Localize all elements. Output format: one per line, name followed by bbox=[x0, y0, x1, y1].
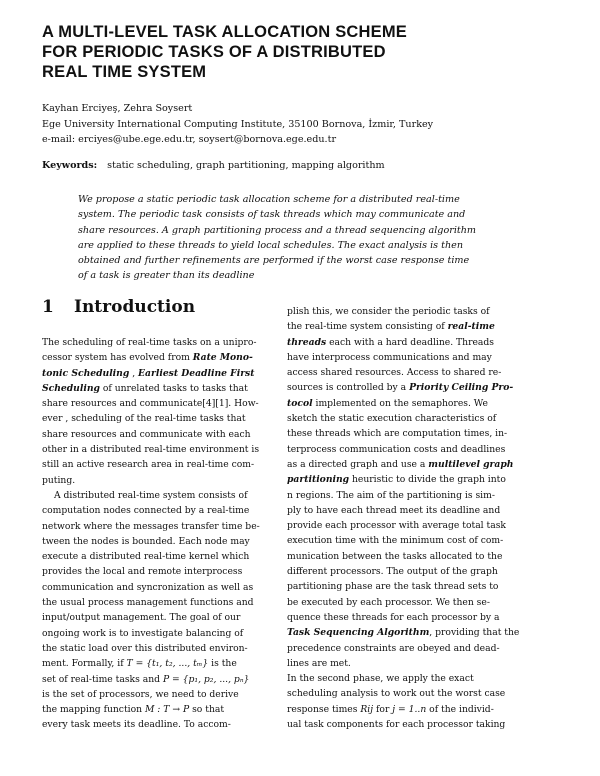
text-line: the static load over this distributed environ- bbox=[42, 642, 248, 654]
section-heading bbox=[42, 297, 195, 317]
text-line: set of real-time tasks and P = {p₁, p₂, ..., pₙ} bbox=[42, 673, 250, 685]
text-line: ever , scheduling of the real-time tasks that bbox=[42, 413, 246, 425]
text-line: ply to have each thread meet its deadline and bbox=[287, 504, 501, 516]
abstract-line: system. The periodic task consists of task threads which may communicate and bbox=[78, 209, 466, 221]
title-line: REAL TIME SYSTEM bbox=[42, 63, 207, 81]
text-line: these threads which are computation times, in- bbox=[287, 428, 508, 440]
affiliation: Ege University International Computing Institute, 35100 Bornova, İzmir, Turkey bbox=[42, 118, 434, 130]
keywords-text: static scheduling, graph partitioning, mapping algorithm bbox=[107, 160, 385, 171]
text-line: the usual process management functions and bbox=[42, 597, 254, 609]
text-line: In the second phase, we apply the exact bbox=[287, 673, 474, 685]
text-line: computation nodes connected by a real-time bbox=[42, 505, 250, 517]
paper-title bbox=[42, 22, 562, 82]
abstract-line: of a task is greater than its deadline bbox=[78, 270, 255, 282]
section-number: 1 bbox=[42, 297, 54, 317]
text-line: lines are met. bbox=[287, 657, 351, 669]
text-line: input/output management. The goal of our bbox=[42, 612, 241, 624]
abstract-line: are applied to these threads to yield local schedules. The exact analysis is then bbox=[78, 239, 464, 251]
text-line: every task meets its deadline. To accom- bbox=[42, 719, 231, 731]
text-line: quence these threads for each processor by a bbox=[287, 611, 500, 623]
text-line: partitioning phase are the task thread sets to bbox=[287, 581, 499, 593]
text-line: as a directed graph and use a multilevel graph bbox=[287, 458, 514, 470]
text-line: precedence constraints are obeyed and dead- bbox=[287, 642, 500, 654]
text-line: share resources and communicate with each bbox=[42, 428, 251, 440]
text-line: sketch the static execution characteristics of bbox=[287, 413, 497, 425]
text-line: execute a distributed real-time kernel which bbox=[42, 551, 250, 563]
text-line: munication between the tasks allocated to the bbox=[287, 550, 503, 562]
text-line: access shared resources. Access to shared re- bbox=[287, 367, 502, 379]
title-line: A MULTI-LEVEL TASK ALLOCATION SCHEME bbox=[42, 23, 407, 41]
text-line: provides the local and remote interprocess bbox=[42, 566, 243, 578]
section-title: Introduction bbox=[74, 297, 196, 317]
text-line: scheduling analysis to work out the worst case bbox=[287, 688, 506, 700]
email: e-mail: erciyes@ube.ege.edu.tr, soysert@bornova.ege.edu.tr bbox=[42, 134, 337, 145]
text-line: n regions. The aim of the partitioning is sim- bbox=[287, 489, 495, 501]
text-line: tween the nodes is bounded. Each node may bbox=[42, 535, 250, 547]
title-line: FOR PERIODIC TASKS OF A DISTRIBUTED bbox=[42, 43, 386, 61]
text-line: terprocess communication costs and deadlines bbox=[287, 443, 506, 455]
abstract bbox=[78, 192, 520, 284]
text-line: response times Rij for j = 1..n of the individ- bbox=[287, 703, 494, 715]
text-line: plish this, we consider the periodic tasks of bbox=[287, 306, 490, 317]
text-line: the mapping function M : T → P so that bbox=[42, 704, 225, 716]
text-line: tonic Scheduling , Earliest Deadline First bbox=[42, 367, 255, 379]
text-line: ment. Formally, if T = {t₁, t₂, ..., tₘ} is the bbox=[42, 658, 237, 670]
text-line: The scheduling of real-time tasks on a unipro- bbox=[42, 337, 257, 348]
text-line: sources is controlled by a Priority Ceiling Pro- bbox=[287, 382, 514, 394]
text-line: network where the messages transfer time be- bbox=[42, 520, 260, 532]
text-line: tocol implemented on the semaphores. We bbox=[287, 397, 488, 409]
text-line: ongoing work is to investigate balancing of bbox=[42, 627, 244, 639]
author-block bbox=[42, 101, 562, 148]
text-line: other in a distributed real-time environment is bbox=[42, 444, 260, 456]
text-line: is the set of processors, we need to derive bbox=[42, 688, 239, 700]
text-line: Task Sequencing Algorithm, providing that the bbox=[287, 627, 520, 639]
keywords-label: Keywords: bbox=[42, 160, 98, 171]
text-line: threads each with a hard deadline. Threads bbox=[287, 336, 495, 348]
text-line: share resources and communicate[4][1]. How- bbox=[42, 398, 259, 410]
text-line: A distributed real-time system consists of bbox=[54, 489, 248, 501]
text-line: communication and syncronization as well as bbox=[42, 581, 254, 593]
keywords bbox=[42, 160, 562, 171]
right-column bbox=[287, 304, 545, 732]
author-names: Kayhan Erciyeş, Zehra Soysert bbox=[42, 103, 193, 114]
text-line: be executed by each processor. We then se- bbox=[287, 596, 490, 608]
text-line: the real-time system consisting of real-time bbox=[287, 321, 495, 333]
abstract-line: We propose a static periodic task allocation scheme for a distributed real-time bbox=[78, 194, 460, 205]
text-line: partitioning heuristic to divide the graph into bbox=[287, 474, 506, 486]
text-line: execution time with the minimum cost of com- bbox=[287, 535, 504, 547]
abstract-line: share resources. A graph partitioning process and a thread sequencing algorithm bbox=[78, 224, 477, 236]
abstract-line: obtained and further refinements are performed if the worst case response time bbox=[78, 255, 470, 267]
text-line: cessor system has evolved from Rate Mono- bbox=[42, 352, 253, 364]
text-line: puting. bbox=[42, 474, 76, 486]
text-line: different processors. The output of the graph bbox=[287, 566, 498, 578]
text-line: Scheduling of unrelated tasks to tasks that bbox=[42, 382, 248, 394]
text-line: still an active research area in real-time com- bbox=[42, 459, 255, 471]
left-column bbox=[42, 335, 300, 733]
text-line: provide each processor with average total task bbox=[287, 520, 506, 532]
text-line: ual task components for each processor taking bbox=[287, 719, 506, 731]
text-line: have interprocess communications and may bbox=[287, 351, 492, 363]
